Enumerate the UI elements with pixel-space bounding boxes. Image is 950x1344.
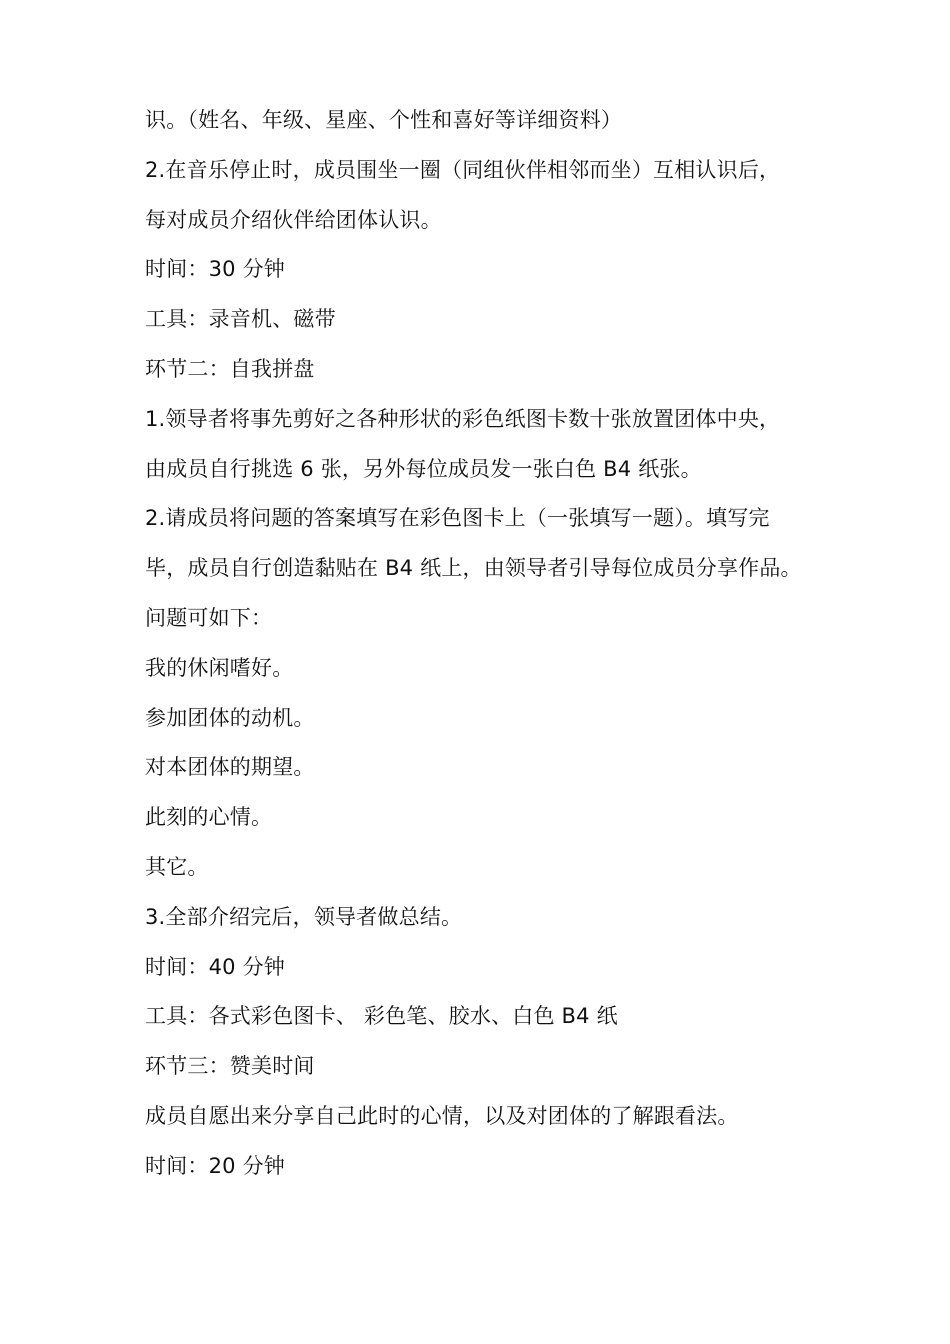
tools-line: 工具：录音机、磁带 [145, 307, 336, 332]
question-item: 我的休闲嗜好。 [145, 655, 294, 680]
question-item: 对本团体的期望。 [145, 755, 315, 780]
document-body [145, 100, 825, 1196]
text-line: 问题可如下： [145, 605, 273, 630]
text-line: 3.全部介绍完后，领导者做总结。 [145, 904, 463, 929]
text-line: 识。（姓名、年级、星座、个性和喜好等详细资料） [145, 108, 623, 132]
section-heading: 环节二：自我拼盘 [145, 356, 315, 381]
text-line: 每对成员介绍伙伴给团体认识。 [145, 207, 442, 232]
tools-line: 工具：各式彩色图卡、 彩色笔、胶水、白色 B4 纸 [145, 1004, 618, 1029]
text-line: 1.领导者将事先剪好之各种形状的彩色纸图卡数十张放置团体中央， [145, 406, 781, 431]
text-line: 由成员自行挑选 6 张，另外每位成员发一张白色 B4 纸张。 [145, 456, 702, 481]
text-line: 2.在音乐停止时，成员围坐一圈（同组伙伴相邻而坐）互相认识后， [145, 157, 781, 182]
duration-line: 时间：40 分钟 [145, 954, 285, 979]
duration-line: 时间：30 分钟 [145, 257, 285, 282]
duration-line: 时间：20 分钟 [145, 1153, 285, 1178]
section-heading: 环节三：赞美时间 [145, 1054, 315, 1079]
text-line: 毕，成员自行创造黏贴在 B4 纸上，由领导者引导每位成员分享作品。 [145, 556, 802, 581]
question-item: 此刻的心情。 [145, 805, 273, 830]
text-line: 2.请成员将问题的答案填写在彩色图卡上（一张填写一题）。填写完 [145, 506, 770, 531]
question-item: 参加团体的动机。 [145, 705, 315, 730]
question-item: 其它。 [145, 854, 209, 879]
text-line: 成员自愿出来分享自己此时的心情，以及对团体的了解跟看法。 [145, 1103, 739, 1128]
